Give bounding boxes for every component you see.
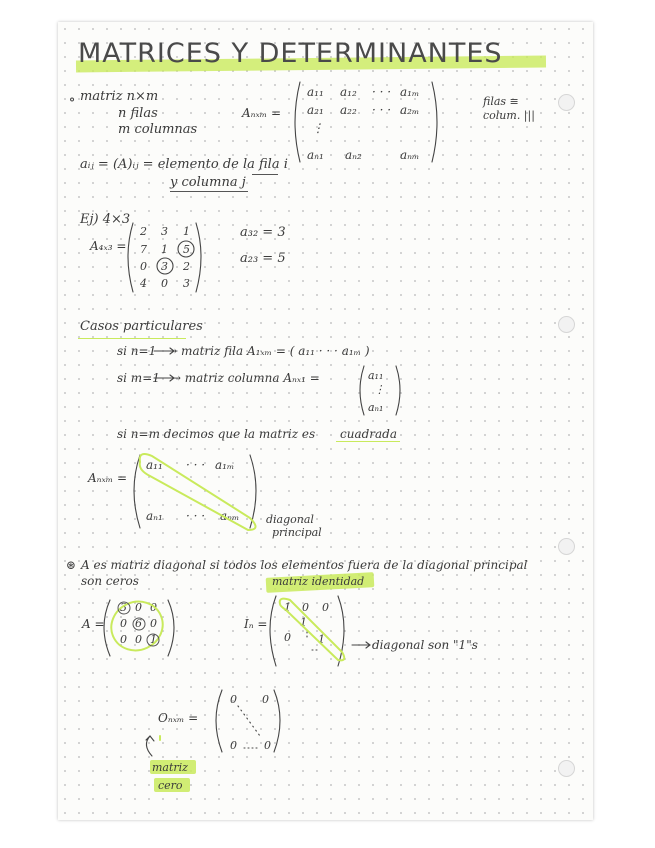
diag-cell: 0 xyxy=(150,617,157,630)
identity-diagonal-loop xyxy=(280,599,345,661)
rows-note: n filas xyxy=(118,106,158,121)
circle-mark xyxy=(133,618,145,630)
col-cell: aₙ₁ xyxy=(368,401,384,414)
arrow-right-icon xyxy=(154,375,174,381)
sq-cell-an1: aₙ₁ xyxy=(146,509,163,523)
bullet-icon: ⊛ xyxy=(66,558,77,572)
a32-value: a₃₂ = 3 xyxy=(240,225,286,240)
bracket-right xyxy=(196,223,201,292)
zero-note-cont: cero xyxy=(158,779,183,792)
columns-note: m columnas xyxy=(118,122,198,137)
diagonal-definition-cont: son ceros xyxy=(81,574,139,588)
dots xyxy=(238,706,260,736)
ex-cell: 2 xyxy=(140,225,147,238)
rows-symbol-note: filas ≡ xyxy=(483,95,519,108)
square-matrix-label: Aₙₓₘ = xyxy=(88,471,128,485)
diagonal-note: diagonal xyxy=(266,513,314,526)
columns-symbol-note: colum. ||| xyxy=(483,109,535,122)
ex-cell: 1 xyxy=(183,225,190,238)
id-cell: 1 xyxy=(318,633,325,646)
bracket-left xyxy=(360,366,364,415)
bracket-left xyxy=(270,596,276,666)
cell-a2m: a₂ₘ xyxy=(400,103,420,117)
cell-anm: aₙₘ xyxy=(400,148,420,162)
bracket-left xyxy=(104,600,110,656)
cell-dots: · · · xyxy=(372,85,392,99)
element-definition-cont: y columna j xyxy=(170,175,246,190)
id-cell: 1 xyxy=(300,616,307,629)
diag-cell: 0 xyxy=(120,617,127,630)
cell-dots: · · · xyxy=(372,103,392,117)
row-matrix-case: si n=1 ⟶ matriz fila A₁ₓₘ = ( a₁₁ · · · a₁ₘ ) xyxy=(117,344,370,358)
diagonal-note-cont: principal xyxy=(272,526,322,539)
identity-label: matriz identidad xyxy=(272,575,365,588)
ex-cell: 7 xyxy=(140,243,147,256)
bracket-right xyxy=(250,455,256,528)
arrow-right-icon xyxy=(352,642,370,648)
zero-note: matriz xyxy=(152,761,188,774)
diag-cell: 0 xyxy=(135,601,142,614)
bracket-left xyxy=(295,82,300,162)
ex-cell-circled: 5 xyxy=(183,243,190,256)
cell-a22: a₂₂ xyxy=(340,103,357,117)
sq-dots: · · · xyxy=(186,458,206,472)
identity-matrix-label: Iₙ = xyxy=(244,617,268,631)
general-matrix-label: Aₙₓₘ = xyxy=(242,106,282,120)
sq-cell-anm: aₙₘ xyxy=(220,509,240,523)
identity-note: diagonal son "1"s xyxy=(372,638,478,652)
id-cell: 1 xyxy=(284,601,291,614)
arrow-right-icon xyxy=(154,348,174,354)
bracket-right xyxy=(396,366,400,415)
bracket-left xyxy=(216,690,222,752)
id-cell: 0 xyxy=(284,631,291,644)
ex-cell: 0 xyxy=(161,277,168,290)
cell-an1: aₙ₁ xyxy=(307,148,324,162)
zero-matrix-label: Oₙₓₘ = xyxy=(158,711,199,725)
col-cell: a₁₁ xyxy=(368,369,384,382)
zero-cell: 0 xyxy=(262,693,269,706)
vertical-dots: ⋮ xyxy=(312,121,324,135)
cell-a21: a₂₁ xyxy=(307,103,324,117)
diagonal-circle xyxy=(103,593,170,658)
square-matrix-case: si n=m decimos que la matriz es xyxy=(117,427,316,441)
page-title: MATRICES Y DETERMINANTES xyxy=(78,38,503,69)
diag-cell: 0 xyxy=(150,601,157,614)
diag-cell: 1 xyxy=(150,633,157,646)
diag-cell: 0 xyxy=(135,633,142,646)
diag-cell: 6 xyxy=(135,617,142,630)
cell-a11: a₁₁ xyxy=(307,85,324,99)
ex-cell: 3 xyxy=(161,225,168,238)
col-cell: ⋮ xyxy=(374,383,385,396)
column-matrix-case: si m=1 ⟶ matriz columna Aₙₓ₁ = xyxy=(117,371,320,385)
bullet-dot xyxy=(71,98,74,101)
bracket-left xyxy=(128,223,133,292)
a23-value: a₂₃ = 5 xyxy=(240,251,286,266)
circle-mark xyxy=(178,241,194,257)
id-cell: 0 xyxy=(302,601,309,614)
ex-cell: 3 xyxy=(183,277,190,290)
ex-cell-circled: 3 xyxy=(161,260,168,273)
ex-cell: 2 xyxy=(183,260,190,273)
section-heading-casos: Casos particulares xyxy=(80,319,203,334)
sq-cell-a1m: a₁ₘ xyxy=(215,458,235,472)
square-word: cuadrada xyxy=(340,427,398,441)
diag-cell: 0 xyxy=(120,633,127,646)
sq-cell-a11: a₁₁ xyxy=(146,458,163,472)
bracket-right xyxy=(432,82,437,162)
bracket-right xyxy=(168,600,174,656)
cell-an2: aₙ₂ xyxy=(345,148,362,162)
diag-cell: 3 xyxy=(120,601,127,614)
example-matrix-label: A₄ₓ₃ = xyxy=(90,239,127,253)
cell-a12: a₁₂ xyxy=(340,85,357,99)
diagonal-definition: A es matriz diagonal si todos los elementos fuera de la diagonal principal xyxy=(81,558,528,572)
circle-mark xyxy=(157,258,173,274)
bracket-right xyxy=(274,690,280,752)
element-definition: aᵢⱼ = (A)ᵢⱼ = elemento de la fila i xyxy=(80,157,288,172)
ex-cell: 4 xyxy=(140,277,147,290)
matrix-size-note: matriz n×m xyxy=(80,89,159,104)
diagonal-loop xyxy=(140,454,256,530)
cell-a1m: a₁ₘ xyxy=(400,85,420,99)
arrow-up-icon xyxy=(146,736,154,756)
ex-cell: 0 xyxy=(140,260,147,273)
zero-cell: 0 xyxy=(230,739,237,752)
zero-cell: 0 xyxy=(264,739,271,752)
id-cell: 0 xyxy=(322,601,329,614)
ex-cell: 1 xyxy=(161,243,168,256)
diag-matrix-label: A = xyxy=(82,617,105,631)
zero-cell: 0 xyxy=(230,693,237,706)
sq-dots: · · · xyxy=(186,509,206,523)
example-label: Ej) 4×3 xyxy=(80,212,131,227)
